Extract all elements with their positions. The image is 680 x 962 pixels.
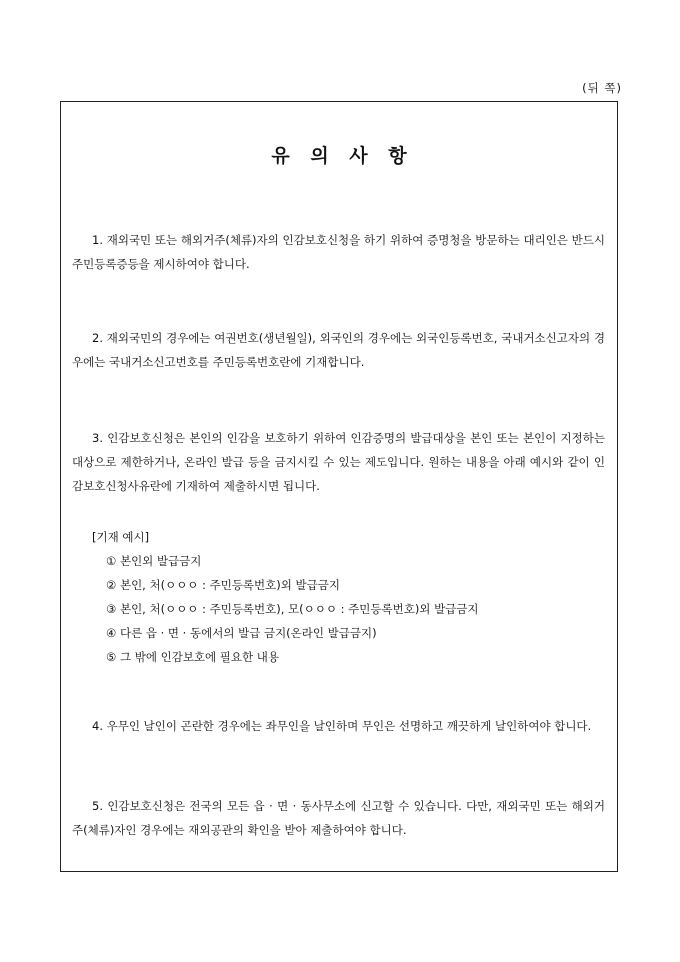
note-1: 1. 재외국민 또는 해외거주(체류)자의 인감보호신청을 하기 위하여 증명청을 방문하는 대리인은 반드시 주민등록증등을 제시하여야 합니다. (72, 233, 605, 271)
page-side-label: (뒤 쪽) (582, 81, 622, 95)
note-4: 4. 우무인 날인이 곤란한 경우에는 좌무인을 날인하며 무인은 선명하고 깨끗하게 날인하여야 합니다. (92, 719, 592, 733)
example-item-3: ③ 본인, 처(ㅇㅇㅇ : 주민등록번호), 모(ㅇㅇㅇ : 주민등록번호)외 발급금지 (106, 602, 479, 616)
example-list (92, 525, 605, 669)
example-item-4: ④ 다른 읍 · 면 · 동에서의 발급 금지(온라인 발급금지) (106, 626, 377, 640)
example-item-1: ① 본인외 발급금지 (106, 554, 202, 568)
example-heading: [기재 예시] (92, 530, 150, 544)
note-2: 2. 재외국민의 경우에는 여권번호(생년월일), 외국인의 경우에는 외국인등록번호, 국내거소신고자의 경우에는 국내거소신고번호를 주민등록번호란에 기재합니다. (72, 331, 605, 369)
notice-title: 유 의 사 항 (271, 145, 407, 167)
note-5: 5. 인감보호신청은 전국의 모든 읍 · 면 · 동사무소에 신고할 수 있습니다. 다만, 재외국민 또는 해외거주(체류)자인 경우에는 재외공관의 확인을 받아 제출하여야 합니다. (72, 799, 605, 837)
example-item-2: ② 본인, 처(ㅇㅇㅇ : 주민등록번호)외 발급금지 (106, 578, 340, 592)
example-item-5: ⑤ 그 밖에 인감보호에 필요한 내용 (106, 650, 280, 664)
notice-box (60, 101, 618, 872)
note-3: 3. 인감보호신청은 본인의 인감을 보호하기 위하여 인감증명의 발급대상을 본인 또는 본인이 지정하는 대상으로 제한하거나, 온라인 발급 등을 금지시킬 수 있는 제도입니다. 원하는 내용을 아래 예시와 같이 인감보호신청사유란에 기재하여 제출하시면 됩니다. (72, 431, 605, 493)
